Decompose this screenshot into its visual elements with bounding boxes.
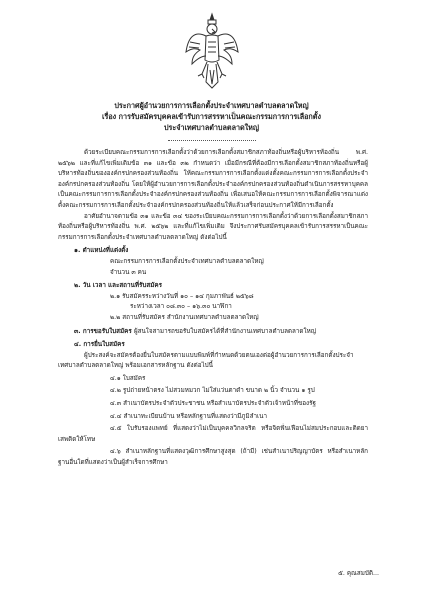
title-divider: [168, 140, 256, 141]
section-1-count: จำนวน ๓ คน: [110, 268, 147, 276]
section-1-position: คณะกรรมการการเลือกตั้งประจำเทศบาลตำบลตลาดใหญ่: [110, 257, 264, 265]
section-4-heading: ๔. การยื่นใบสมัคร: [74, 341, 125, 349]
intro-paragraph-1: ด้วยระเบียบคณะกรรมการการเลือกตั้งว่าด้วยการเลือกตั้งสมาชิกสภาท้องถิ่นหรือผู้บริหารท้องถิ่น พ.ศ. ๒๕๖๒ และที่แก้ไขเพิ่มเติมข้อ ๓๑ และข้อ ๓๒ กำหนดว่า เมื่อมีกรณีที่ต้องมีการเลือกตั้งสมาชิกสภาท้องถิ่นหรือผู้บริหารท้องถิ่นขององค์กรปกครองส่วนท้องถิ่น ให้คณะกรรมการการเลือกตั้งแต่งตั้งคณะกรรมการการเลือกตั้งประจำองค์กรปกครองส่วนท้องถิ่น โดยให้ผู้อำนวยการการเลือกตั้งประจำองค์กรปกครองส่วนท้องถิ่นดำเนินการสรรหาบุคคลเป็นคณะกรรมการการเลือกตั้งประจำองค์กรปกครองส่วนท้องถิ่น เพื่อเสนอให้คณะกรรมการการเลือกตั้งพิจารณาแต่งตั้งคณะกรรมการการเลือกตั้งประจำองค์กรปกครองส่วนท้องถิ่นให้แล้วเสร็จก่อนประกาศให้มีการเลือกตั้ง: [58, 149, 368, 209]
section-3: [74, 327, 368, 338]
section-4-item-2: ๔.๒ รูปถ่ายหน้าตรง ไม่สวมหมวก ไม่ใส่แว่นตาดำ ขนาด ๒ นิ้ว จำนวน ๑ รูป: [110, 387, 315, 395]
section-2-item-1-time: ระหว่างเวลา ๐๘.๓๐ – ๑๖.๓๐ นาฬิกา: [130, 303, 232, 311]
garuda-emblem-icon: [184, 12, 240, 92]
section-1-heading: ๑. ตำแหน่งที่แต่งตั้ง: [74, 247, 129, 255]
continuation-marker: ๕. คุณสมบัติ...: [338, 570, 379, 577]
announcement-subject-continued: ประจำเทศบาลตำบลตลาดใหญ่: [163, 123, 260, 132]
section-4-item-3: ๔.๓ สำเนาบัตรประจำตัวประชาชน หรือสำเนาบัตรประจำตัวเจ้าหน้าที่ของรัฐ: [110, 400, 316, 408]
section-2-heading: ๒. วัน เวลา และสถานที่รับสมัคร: [74, 282, 162, 290]
section-4-item-4: ๔.๔ สำเนาทะเบียนบ้าน หรือหลักฐานที่แสดงว่ามีภูมิลำเนา: [110, 412, 268, 420]
announcement-title: ประกาศผู้อำนวยการการเลือกตั้งประจำเทศบาลตำบลตลาดใหญ่: [114, 101, 309, 110]
section-4-intro: ผู้ประสงค์จะสมัครต้องยื่นใบสมัครตามแบบพิมพ์ที่กำหนดด้วยตนเองต่อผู้อำนวยการการเลือกตั้งประจำเทศบาลตำบลตลาดใหญ่ พร้อมเอกสารหลักฐาน ดังต่อไปนี้: [58, 351, 354, 370]
announcement-subject: เรื่อง การรับสมัครบุคคลเข้ารับการสรรหาเป็นคณะกรรมการการเลือกตั้ง: [102, 112, 321, 121]
section-4-item-1: ๔.๑ ใบสมัคร: [110, 374, 146, 382]
section-4-item-5: ๔.๕ ใบรับรองแพทย์ ที่แสดงว่าไม่เป็นบุคคลวิกลจริต หรือจิตฟั่นเฟือนไม่สมประกอบและติดยาเสพติดให้โทษ: [58, 425, 368, 443]
section-3-text: ผู้สนใจสามารถขอรับใบสมัครได้ที่สำนักงานเทศบาลตำบลตลาดใหญ่: [133, 327, 317, 335]
section-2-item-2: ๒.๒ สถานที่รับสมัคร สำนักงานเทศบาลตำบลตลาดใหญ่: [110, 313, 259, 321]
section-4-item-6: ๔.๖ สำเนาหลักฐานที่แสดงวุฒิการศึกษาสูงสุด (ถ้ามี) เช่นสำเนาปริญญาบัตร หรือสำเนาหลักฐานอื่นใดที่แสดงว่าเป็นผู้สำเร็จการศึกษา: [58, 448, 368, 467]
section-3-heading: ๓. การขอรับใบสมัคร: [74, 327, 132, 335]
announcement-body: [58, 148, 368, 469]
intro-paragraph-2: อาศัยอำนาจตามข้อ ๓๑ และข้อ ๓๔ ของระเบียบคณะกรรมการการเลือกตั้งว่าด้วยการเลือกตั้งสมาชิกสภาท้องถิ่นหรือผู้บริหารท้องถิ่น พ.ศ. ๒๕๖๒ และที่แก้ไขเพิ่มเติม จึงประกาศรับสมัครบุคคลเข้ารับการสรรหาเป็นคณะกรรมการการเลือกตั้งประจำเทศบาลตำบลตลาดใหญ่ ดังต่อไปนี้: [58, 212, 368, 241]
section-2-item-1: ๒.๑ รับสมัครระหว่างวันที่ ๑๐ – ๑๔ กุมภาพันธ์ ๒๕๖๘: [110, 292, 254, 300]
